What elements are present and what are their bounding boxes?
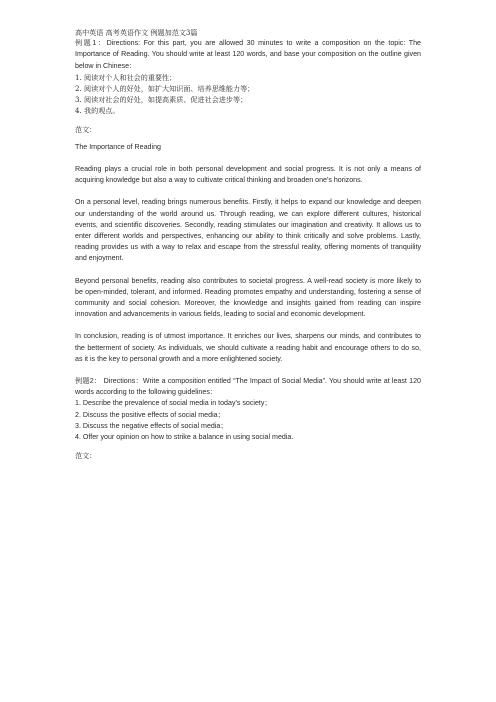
outline-item: 1. 阅读对个人和社会的重要性； (75, 72, 177, 82)
sample-essay-label: 范文： (75, 124, 97, 134)
essay-paragraph: Reading plays a crucial role in both personal development and social progress. It is not only a means of acquiring knowledge but also a way to cultivate critical thinking and broaden one's horizons. (75, 165, 421, 185)
example2-prompt: 例题2： Directions：Write a composition entitled “The Impact of Social Media”. You should write at least 120 words according to the following guidelines： (75, 377, 421, 397)
essay-paragraph: Beyond personal benefits, reading also contributes to societal progress. A well-read society is more likely to be open-minded, tolerant, and informed. Reading promotes empathy and understanding, fostering a sense of community and social cohesion. Moreover, the knowledge and insights gained from reading can inspire innovation and advancements in various fields, leading to social and economic development. (75, 276, 421, 319)
guideline-item: 4. Offer your opinion on how to strike a balance in using social media. (75, 433, 294, 442)
guideline-item: 3. Discuss the negative effects of social media； (75, 421, 228, 430)
example2-guidelines (75, 398, 421, 443)
guideline-item: 1. Describe the prevalence of social media in today's society； (75, 399, 272, 408)
outline-item: 2. 阅读对个人的好处，如扩大知识面、培养思维能力等； (75, 84, 255, 94)
example1-outline (75, 72, 421, 117)
sample-essay-label-2: 范文： (75, 451, 97, 461)
guideline-item: 2. Discuss the positive effects of social media； (75, 410, 225, 419)
essay-paragraph: In conclusion, reading is of utmost importance. It enriches our lives, sharpens our minds, and contributes to the betterment of society. As individuals, we should cultivate a reading habit and encourage others to do so, as it is the key to personal growth and a more enlightened society. (75, 332, 421, 363)
document-page (75, 27, 421, 462)
outline-item: 4. 我的观点。 (75, 106, 120, 116)
outline-item: 3. 阅读对社会的好处，如提高素质、促进社会进步等； (75, 95, 248, 105)
document-title: 高中英语 高考英语作文 例题加范文3篇 (75, 28, 198, 37)
essay-paragraph: On a personal level, reading brings numerous benefits. Firstly, it helps to expand our knowledge and deepen our understanding of the world around us. Through reading, we can explore different cultures, historical events, and scientific discoveries. Secondly, reading stimulates our imagination and creativity. It allows us to enter different worlds and perspectives, enhancing our ability to think critically and solve problems. Lastly, reading provides us with a way to relax and escape from the stressful reality, offering moments of tranquility and enjoyment. (75, 198, 421, 263)
example1-prompt: 例题1：Directions: For this part, you are allowed 30 minutes to write a composition on the topic: The Importance of Reading. You should write at least 120 words, and base your composition on the outline given below in Chinese： (75, 39, 421, 70)
essay-title: The Importance of Reading (75, 142, 161, 151)
